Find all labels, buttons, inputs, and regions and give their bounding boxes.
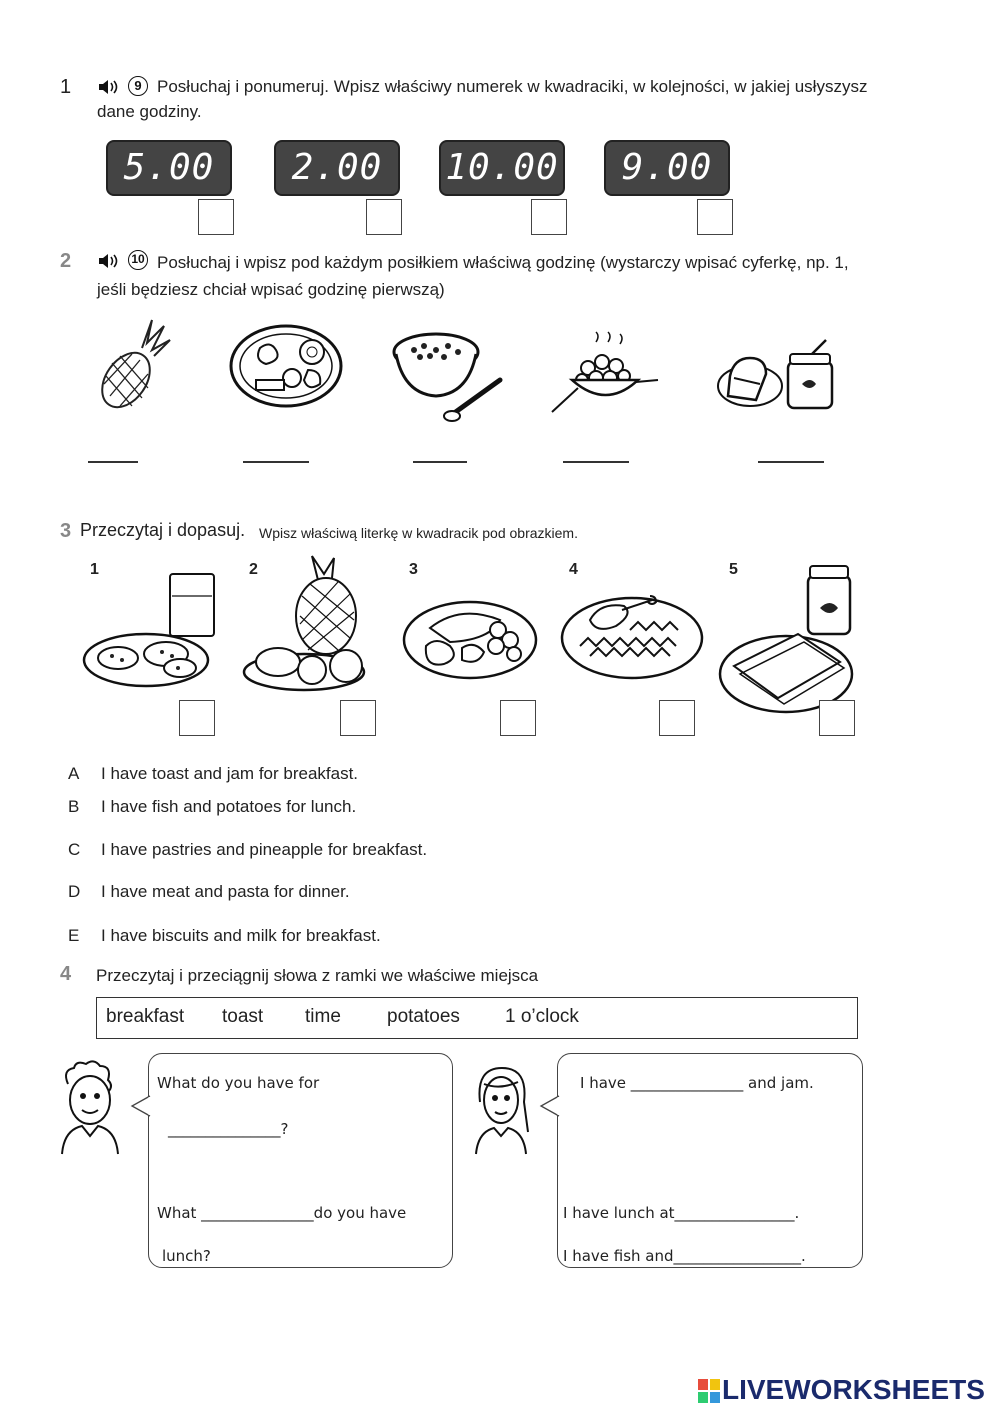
word-bank xyxy=(96,997,858,1039)
pastries-and-pineapple-icon xyxy=(242,556,374,695)
pineapple-icon xyxy=(92,318,172,418)
option-letter: C xyxy=(68,840,81,859)
answer-box[interactable] xyxy=(659,700,695,736)
meat-and-pasta-icon xyxy=(560,590,706,687)
exercise-4-instruction: Przeczytaj i przeciągnij słowa z ramki we właściwe miejsca xyxy=(96,966,539,985)
word-tile[interactable]: 1 o’clock xyxy=(505,1006,579,1027)
boy-question-blank[interactable]: _______________? xyxy=(168,1120,289,1138)
bubble-tail xyxy=(539,1094,559,1123)
picture-number: 1 xyxy=(90,561,99,578)
answer-line[interactable] xyxy=(413,461,467,463)
answer-box[interactable] xyxy=(697,199,733,235)
exercise-3-title: Przeczytaj i dopasuj. xyxy=(80,520,246,540)
exercise-3-subtitle: Wpisz właściwą literkę w kwadracik pod obrazkiem. xyxy=(259,525,578,541)
digital-clock: 10.00 xyxy=(439,140,565,196)
boy-question-line3[interactable]: What _______________do you have xyxy=(157,1204,407,1222)
exercise-2-instruction-line1: Posłuchaj i wpisz pod każdym posiłkiem właściwą godzinę (wystarczy wpisać cyferkę, np. 1, xyxy=(157,253,849,272)
digital-clock: 9.00 xyxy=(604,140,730,196)
track-number-badge: 9 xyxy=(128,76,148,96)
option-letter: B xyxy=(68,797,80,816)
digital-clock: 2.00 xyxy=(274,140,400,196)
breakfast-plate-icon xyxy=(228,318,344,415)
liveworksheets-logo-icon xyxy=(698,1379,720,1403)
option-text: I have fish and potatoes for lunch. xyxy=(101,797,357,816)
option-text: I have meat and pasta for dinner. xyxy=(101,882,350,901)
answer-box[interactable] xyxy=(531,199,567,235)
boy-question-line4: lunch? xyxy=(162,1247,211,1265)
picture-number: 2 xyxy=(249,561,258,578)
answer-line[interactable] xyxy=(563,461,629,463)
word-tile[interactable]: toast xyxy=(222,1006,264,1027)
option-text: I have biscuits and milk for breakfast. xyxy=(101,926,381,945)
track-number-badge: 10 xyxy=(128,250,148,270)
answer-box[interactable] xyxy=(179,700,215,736)
answer-line[interactable] xyxy=(243,461,309,463)
girl-answer-line3[interactable]: I have fish and_________________. xyxy=(563,1247,806,1265)
bubble-tail xyxy=(130,1094,150,1123)
exercise-1-number: 1 xyxy=(60,76,72,98)
exercise-2-instruction-line2: jeśli będziesz chciał wpisać godzinę pierwszą) xyxy=(97,280,445,299)
answer-box[interactable] xyxy=(340,700,376,736)
word-tile[interactable]: potatoes xyxy=(387,1006,460,1027)
boy-illustration xyxy=(58,1062,124,1159)
option-text: I have pastries and pineapple for breakfast. xyxy=(101,840,428,859)
answer-line[interactable] xyxy=(88,461,138,463)
exercise-1-instruction-line1: Posłuchaj i ponumeruj. Wpisz właściwy numerek w kwadraciki, w kolejności, w jakiej usłyszysz xyxy=(157,77,868,96)
option-letter: A xyxy=(68,764,80,783)
option-letter: D xyxy=(68,882,81,901)
fish-and-potatoes-icon xyxy=(402,596,538,685)
hot-dish-icon xyxy=(548,332,660,421)
answer-line[interactable] xyxy=(758,461,824,463)
digital-clock: 5.00 xyxy=(106,140,232,196)
liveworksheets-brand: LIVEWORKSHEETS xyxy=(722,1374,985,1405)
word-tile[interactable]: breakfast xyxy=(106,1006,185,1027)
answer-box[interactable] xyxy=(366,199,402,235)
exercise-1-instruction-line2: dane godziny. xyxy=(97,102,202,121)
toast-and-jam-plate-icon xyxy=(718,562,858,721)
girl-answer-line1[interactable]: I have _______________ and jam. xyxy=(580,1074,814,1092)
girl-answer-line2[interactable]: I have lunch at________________. xyxy=(563,1204,800,1222)
option-letter: E xyxy=(68,926,80,945)
word-tile[interactable]: time xyxy=(305,1006,341,1027)
picture-number: 5 xyxy=(729,561,738,578)
answer-box[interactable] xyxy=(198,199,234,235)
speaker-icon[interactable] xyxy=(97,252,119,275)
biscuits-and-milk-icon xyxy=(82,570,216,695)
toast-and-jam-icon xyxy=(716,340,838,419)
exercise-2-number: 2 xyxy=(60,250,72,272)
picture-number: 3 xyxy=(409,561,418,578)
exercise-4-number: 4 xyxy=(60,963,72,985)
picture-number: 4 xyxy=(569,561,578,578)
boy-question-line1: What do you have for xyxy=(157,1074,320,1092)
exercise-3-number: 3 xyxy=(60,520,72,542)
speaker-icon[interactable] xyxy=(97,78,119,101)
girl-illustration xyxy=(470,1062,532,1159)
option-text: I have toast and jam for breakfast. xyxy=(101,764,359,783)
cereal-bowl-icon xyxy=(392,322,508,431)
answer-box[interactable] xyxy=(819,700,855,736)
answer-box[interactable] xyxy=(500,700,536,736)
